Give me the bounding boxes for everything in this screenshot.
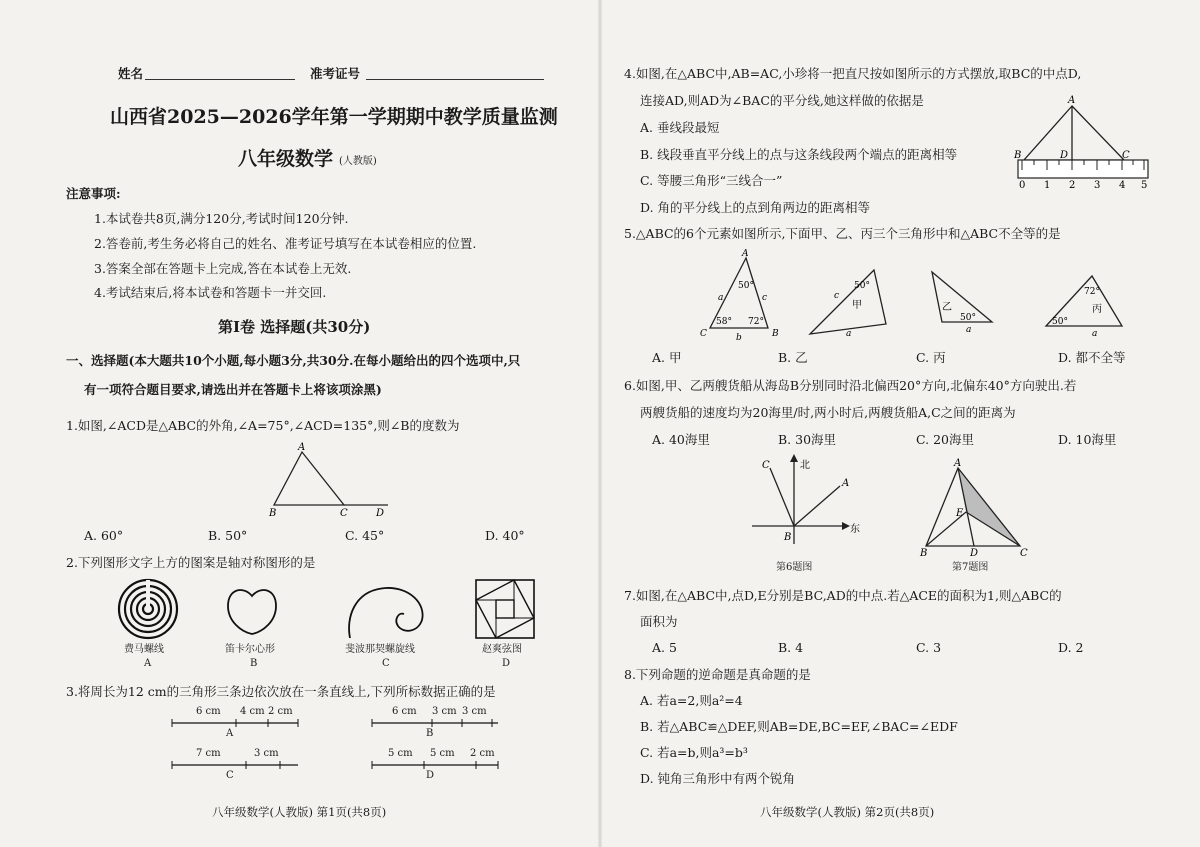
q4-option-a[interactable]: A. 垂线段最短 xyxy=(640,120,720,135)
q7-label-d: D xyxy=(970,548,979,558)
fibonacci-spiral-icon xyxy=(340,582,430,642)
id-line xyxy=(366,79,544,80)
q3-option-a[interactable] xyxy=(170,706,300,742)
q5-angle-58: 58° xyxy=(716,317,732,327)
q5-angle-72: 72° xyxy=(748,317,764,327)
zhao-shuang-diagram-icon xyxy=(474,578,536,640)
q4-stem-1: 4.如图,在△ABC中,AB=AC,小珍将一把直尺按如图所示的方式摆放,取BC的中点D, xyxy=(624,66,1082,81)
q4-label-c: C xyxy=(1122,150,1130,161)
q7-option-a[interactable]: A. 5 xyxy=(652,640,677,655)
q2-caption-b: 笛卡尔心形 xyxy=(225,644,275,655)
q4-label-b: B xyxy=(1014,150,1022,161)
q2-caption-d: 赵爽弦图 xyxy=(482,644,522,655)
notice-item-2: 2.答卷前,考生务必将自己的姓名、准考证号填写在本试卷相应的位置. xyxy=(94,236,477,251)
q4-stem-2: 连接AD,则AD为∠BAC的平分线,她这样做的依据是 xyxy=(640,93,924,108)
q2-caption-a: 费马螺线 xyxy=(124,644,164,655)
q4-option-b[interactable]: B. 线段垂直平分线上的点与这条线段两个端点的距离相等 xyxy=(640,147,958,162)
subject-title: 八年级数学 xyxy=(238,148,334,170)
notice-heading: 注意事项: xyxy=(66,186,121,201)
q5-side-b: b xyxy=(736,333,742,340)
q5-option-b[interactable]: B. 乙 xyxy=(778,350,808,365)
q3-option-d[interactable] xyxy=(370,748,500,784)
q5-label-c: C xyxy=(700,329,707,339)
ruler-4: 4 xyxy=(1119,180,1126,191)
q8-option-d[interactable]: D. 钝角三角形中有两个锐角 xyxy=(640,771,796,786)
ruler-2: 2 xyxy=(1069,180,1076,191)
q4-option-c[interactable]: C. 等腰三角形“三线合一” xyxy=(640,173,783,188)
q2-stem: 2.下列图形文字上方的图案是轴对称图形的是 xyxy=(66,555,316,570)
q3-b-seg-2: 3 cm xyxy=(432,706,457,717)
q3-b-seg-3: 3 cm xyxy=(462,706,487,717)
name-line xyxy=(145,79,295,80)
q5-triangle-jia xyxy=(804,266,894,338)
q6-option-d[interactable]: D. 10海里 xyxy=(1058,432,1117,447)
q2-option-b[interactable]: B xyxy=(250,658,258,669)
q3-option-b[interactable] xyxy=(370,706,500,742)
q2-caption-c: 斐波那契螺旋线 xyxy=(345,644,415,655)
q3-a-seg-3: 2 cm xyxy=(268,706,293,717)
q1-stem: 1.如图,∠ACD是△ABC的外角,∠A=75°,∠ACD=135°,则∠B的度数为 xyxy=(66,418,460,433)
q5-bing-angle-50: 50° xyxy=(1052,317,1068,327)
q5-main-triangle xyxy=(696,248,786,340)
id-label: 准考证号 xyxy=(310,66,361,81)
q2-option-c[interactable]: C xyxy=(382,658,390,669)
edition-label: (人教版) xyxy=(339,156,377,167)
q8-option-a[interactable]: A. 若a=2,则a²=4 xyxy=(640,693,743,708)
q2-option-d[interactable]: D xyxy=(502,658,511,669)
part-title: 第Ⅰ卷 选择题(共30分) xyxy=(218,318,371,336)
q1-label-b: B xyxy=(269,508,277,519)
q6-label-east: 东 xyxy=(850,524,860,535)
q3-b-letter: B xyxy=(426,728,434,739)
cardioid-icon xyxy=(226,586,278,636)
q7-option-c[interactable]: C. 3 xyxy=(916,640,942,655)
q6-option-c[interactable]: C. 20海里 xyxy=(916,432,974,447)
q6-label-north: 北 xyxy=(800,460,810,471)
q6-option-b[interactable]: B. 30海里 xyxy=(778,432,837,447)
q3-d-seg-2: 5 cm xyxy=(430,748,455,759)
q5-jia-label: 甲 xyxy=(852,300,862,311)
q5-jia-side-c: c xyxy=(834,291,840,301)
name-label: 姓名 xyxy=(118,66,144,81)
notice-item-4: 4.考试结束后,将本试卷和答题卡一并交回. xyxy=(94,285,327,300)
q3-c-seg-2: 3 cm xyxy=(254,748,279,759)
q7-label-a: A xyxy=(954,458,962,469)
fermat-spiral-icon xyxy=(112,578,184,640)
q6-stem-1: 6.如图,甲、乙两艘货船从海岛B分别同时沿北偏西20°方向,北偏东40°方向驶出.若 xyxy=(624,378,1077,393)
q4-figure xyxy=(1010,92,1160,192)
q5-option-a[interactable]: A. 甲 xyxy=(652,350,682,365)
q3-b-seg-1: 6 cm xyxy=(392,706,417,717)
ruler-5: 5 xyxy=(1141,180,1148,191)
q7-option-b[interactable]: B. 4 xyxy=(778,640,804,655)
q7-option-d[interactable]: D. 2 xyxy=(1058,640,1084,655)
q3-stem: 3.将周长为12 cm的三角形三条边依次放在一条直线上,下列所标数据正确的是 xyxy=(66,684,496,699)
q3-d-letter: D xyxy=(426,770,435,781)
q3-d-seg-3: 2 cm xyxy=(470,748,495,759)
q5-bing-side-a: a xyxy=(1092,329,1098,336)
q4-label-a: A xyxy=(1068,95,1076,106)
q6-caption: 第6题图 xyxy=(776,562,813,573)
q8-option-b[interactable]: B. 若△ABC≌△DEF,则AB=DE,BC=EF,∠BAC=∠EDF xyxy=(640,719,958,734)
q3-d-seg-1: 5 cm xyxy=(388,748,413,759)
page-2 xyxy=(600,0,1200,847)
q7-stem-1: 7.如图,在△ABC中,点D,E分别是BC,AD的中点.若△ACE的面积为1,则△ABC的 xyxy=(624,588,1062,603)
q2-option-a[interactable]: A xyxy=(144,658,152,669)
q5-label-b: B xyxy=(772,329,779,339)
section-intro-2: 有一项符合题目要求,请选出并在答题卡上将该项涂黑) xyxy=(84,382,382,397)
page-1-footer: 八年级数学(人教版) 第1页(共8页) xyxy=(212,805,387,819)
q5-option-d[interactable]: D. 都不全等 xyxy=(1058,350,1126,365)
q5-yi-angle: 50° xyxy=(960,313,976,323)
notice-item-3: 3.答案全部在答题卡上完成,答在本试卷上无效. xyxy=(94,261,352,276)
q1-label-c: C xyxy=(340,508,348,519)
q5-option-c[interactable]: C. 丙 xyxy=(916,350,946,365)
q6-label-a: A xyxy=(842,478,850,489)
q4-option-d[interactable]: D. 角的平分线上的点到角两边的距离相等 xyxy=(640,200,871,215)
q7-figure xyxy=(916,458,1040,558)
q5-angle-50: 50° xyxy=(738,281,754,291)
q5-jia-side-a: a xyxy=(846,329,852,338)
q1-label-d: D xyxy=(376,508,385,519)
q3-c-letter: C xyxy=(226,770,234,781)
q5-label-a: A xyxy=(742,249,749,259)
q3-a-seg-2: 4 cm xyxy=(240,706,265,717)
q4-label-d: D xyxy=(1060,150,1069,161)
q5-triangle-yi xyxy=(926,268,998,334)
q7-stem-2: 面积为 xyxy=(640,614,678,629)
q7-label-e: E xyxy=(956,508,964,519)
notice-item-1: 1.本试卷共8页,满分120分,考试时间120分钟. xyxy=(94,211,349,226)
q3-a-seg-1: 6 cm xyxy=(196,706,221,717)
exam-title: 山西省2025—2026学年第一学期期中教学质量监测 xyxy=(110,106,558,128)
q3-option-c[interactable] xyxy=(170,748,300,784)
q7-caption: 第7题图 xyxy=(952,562,989,573)
q5-triangle-bing xyxy=(1040,272,1126,336)
q5-yi-label: 乙 xyxy=(942,302,952,313)
q5-bing-label: 丙 xyxy=(1092,304,1102,315)
q5-bing-angle-72: 72° xyxy=(1084,287,1100,297)
q1-option-a[interactable]: A. 60° xyxy=(84,528,124,543)
page-2-footer: 八年级数学(人教版) 第2页(共8页) xyxy=(760,805,935,819)
section-intro-1: 一、选择题(本大题共10个小题,每小题3分,共30分.在每小题给出的四个选项中,只 xyxy=(66,353,521,368)
q6-option-a[interactable]: A. 40海里 xyxy=(652,432,710,447)
q1-option-b[interactable]: B. 50° xyxy=(208,528,248,543)
q6-figure xyxy=(746,454,866,554)
q7-label-c: C xyxy=(1020,548,1028,558)
q5-side-c: c xyxy=(762,293,768,303)
q5-yi-side-a: a xyxy=(966,325,972,334)
q5-stem: 5.△ABC的6个元素如图所示,下面甲、乙、丙三个三角形中和△ABC不全等的是 xyxy=(624,226,1061,241)
q1-option-c[interactable]: C. 45° xyxy=(345,528,385,543)
q6-label-b: B xyxy=(784,532,792,543)
q6-label-c: C xyxy=(762,460,770,471)
q7-label-b: B xyxy=(920,548,928,558)
q8-option-c[interactable]: C. 若a=b,则a³=b³ xyxy=(640,745,748,760)
q1-figure xyxy=(260,440,390,520)
q5-jia-angle: 50° xyxy=(854,281,870,291)
q3-c-seg-1: 7 cm xyxy=(196,748,221,759)
ruler-3: 3 xyxy=(1094,180,1101,191)
q5-side-a: a xyxy=(718,293,724,303)
q3-a-letter: A xyxy=(226,728,234,739)
q8-stem: 8.下列命题的逆命题是真命题的是 xyxy=(624,667,811,682)
q6-stem-2: 两艘货船的速度均为20海里/时,两小时后,两艘货船A,C之间的距离为 xyxy=(640,405,1016,420)
q1-option-d[interactable]: D. 40° xyxy=(485,528,525,543)
q1-label-a: A xyxy=(298,442,306,453)
ruler-0: 0 xyxy=(1019,180,1026,191)
ruler-1: 1 xyxy=(1044,180,1051,191)
